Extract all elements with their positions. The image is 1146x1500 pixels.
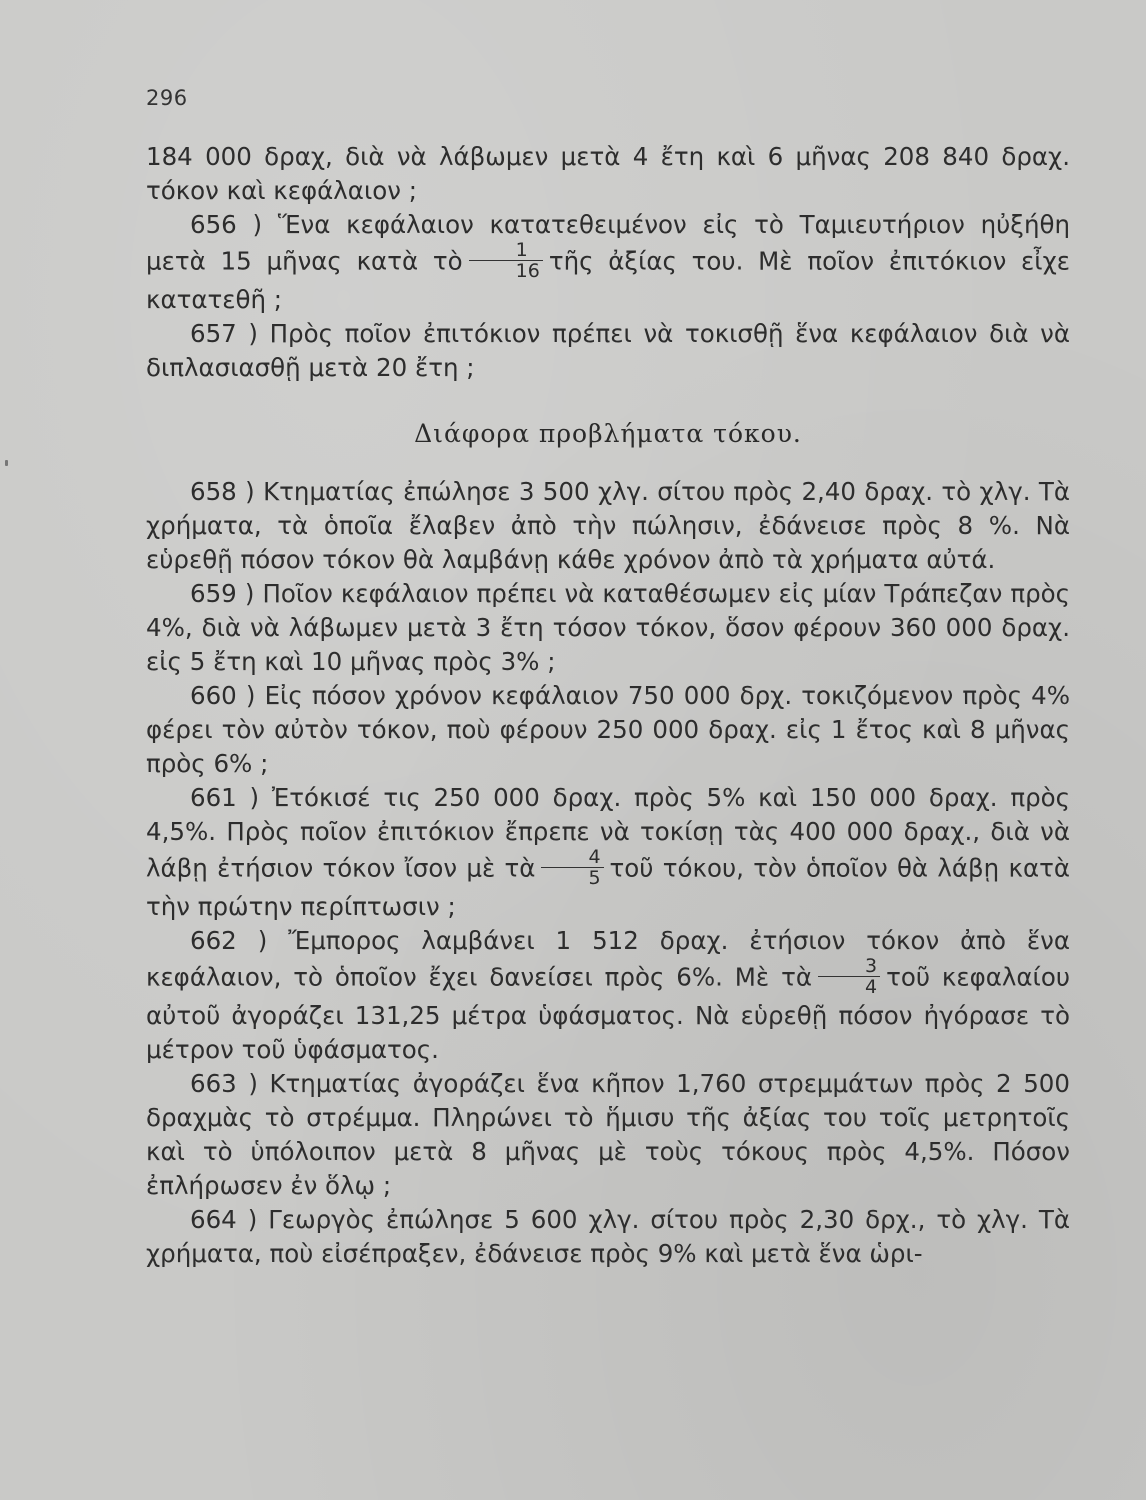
problem-662-text-b: τοῦ κεφαλαίου αὐτοῦ ἀγοράζει 131,25 μέτρα ὑφάσματος. Νὰ εὑρεθῇ πόσον ἠγόρασε τὸ μέτρον τοῦ ὑφάσματος. <box>146 962 1070 1064</box>
problem-660: 660 ) Εἰς πόσον χρόνον κεφάλαιον 750 000 δρχ. τοκιζόμενον πρὸς 4% φέρει τὸν αὐτὸν τόκον, ποὺ φέρουν 250 000 δραχ. εἰς 1 ἔτος καὶ 8 μῆνας πρὸς 6% ; <box>146 681 1070 778</box>
problem-663: 663 ) Κτηματίας ἀγοράζει ἕνα κῆπον 1,760 στρεμμάτων πρὸς 2 500 δραχμὰς τὸ στρέμμα. Πληρώνει τὸ ἥμισυ τῆς ἀξίας του τοῖς μετρητοῖς καὶ τὸ ὑπόλοιπον μετὰ 8 μῆνας μὲ τοὺς τόκους πρὸς 4,5%. Πόσον ἐπλήρωσεν ἐν ὅλῳ ; <box>146 1069 1070 1200</box>
fraction-denominator: 16 <box>515 260 540 282</box>
fraction-numerator: 3 <box>818 956 880 977</box>
fraction-denominator: 4 <box>864 976 878 998</box>
problem-656-text-b: τῆς ἀξίας του. Μὲ ποῖον ἐπιτόκιον εἶχε κατατεθῆ ; <box>146 246 1070 314</box>
problem-662-text-a: 662 ) Ἔμπορος λαμβάνει 1 512 δραχ. ἐτήσιον τόκον ἀπὸ ἕνα κεφάλαιον, τὸ ὁποῖον ἔχει δανείσει πρὸς 6%. Μὲ τὰ <box>146 926 1070 992</box>
section-heading: Διάφορα προβλήματα τόκου. <box>414 419 802 448</box>
fraction-numerator: 4 <box>541 847 603 868</box>
problem-662 <box>146 924 1070 1067</box>
problem-664: 664 ) Γεωργὸς ἐπώλησε 5 600 χλγ. σίτου πρὸς 2,30 δρχ., τὸ χλγ. Τὰ χρήματα, ποὺ εἰσέπραξεν, ἐδάνεισε πρὸς 9% καὶ μετὰ ἕνα ὡρι- <box>146 1205 1070 1268</box>
problem-661-text-a: 661 ) Ἐτόκισέ τις 250 000 δραχ. πρὸς 5% καὶ 150 000 δραχ. πρὸς 4,5%. Πρὸς ποῖον ἐπιτόκιον ἔπρεπε νὰ τοκίσῃ τὰς 400 000 δραχ., διὰ νὰ λάβῃ ἐτήσιον τόκον ἴσον μὲ τὰ <box>146 783 1070 883</box>
problem-656 <box>146 208 1070 317</box>
paragraph-continuation: 184 000 δραχ, διὰ νὰ λάβωμεν μετὰ 4 ἔτη καὶ 6 μῆνας 208 840 δραχ. τόκον καὶ κεφάλαιον ; <box>146 142 1070 205</box>
problem-661 <box>146 781 1070 924</box>
page-body <box>146 140 1070 1271</box>
problem-657: 657 ) Πρὸς ποῖον ἐπιτόκιον πρέπει νὰ τοκισθῇ ἕνα κεφάλαιον διὰ νὰ διπλασιασθῇ μετὰ 20 ἔτη ; <box>146 319 1070 382</box>
problem-658: 658 ) Κτηματίας ἐπώλησε 3 500 χλγ. σίτου πρὸς 2,40 δραχ. τὸ χλγ. Τὰ χρήματα, τὰ ὁποῖα ἔλαβεν ἀπὸ τὴν πώλησιν, ἐδάνεισε πρὸς 8 %. Νὰ εὑρεθῇ πόσον τόκον θὰ λαμβάνῃ κάθε χρόνον ἀπὸ τὰ χρήματα αὐτά. <box>146 477 1070 574</box>
problem-656-text-a: 656 ) Ἕνα κεφάλαιον κατατεθειμένον εἰς τὸ Ταμιευτήριον ηὐξήθη μετὰ 15 μῆνας κατὰ τὸ <box>146 210 1070 276</box>
fraction-4-5 <box>541 847 603 888</box>
problem-659: 659 ) Ποῖον κεφάλαιον πρέπει νὰ καταθέσωμεν εἰς μίαν Τράπεζαν πρὸς 4%, διὰ νὰ λάβωμεν μετὰ 3 ἔτη τόσον τόκον, ὅσον φέρουν 360 000 δραχ. εἰς 5 ἔτη καὶ 10 μῆνας πρὸς 3% ; <box>146 579 1070 676</box>
fraction-denominator: 5 <box>588 867 601 889</box>
page-number: 296 <box>146 86 188 110</box>
margin-mark <box>5 460 8 466</box>
fraction-1-16 <box>469 240 543 281</box>
fraction-3-4 <box>818 956 880 997</box>
problem-661-text-b: τοῦ τόκου, τὸν ὁποῖον θὰ λάβῃ κατὰ τὴν πρώτην περίπτωσιν ; <box>146 853 1071 921</box>
fraction-numerator: 1 <box>469 240 543 261</box>
